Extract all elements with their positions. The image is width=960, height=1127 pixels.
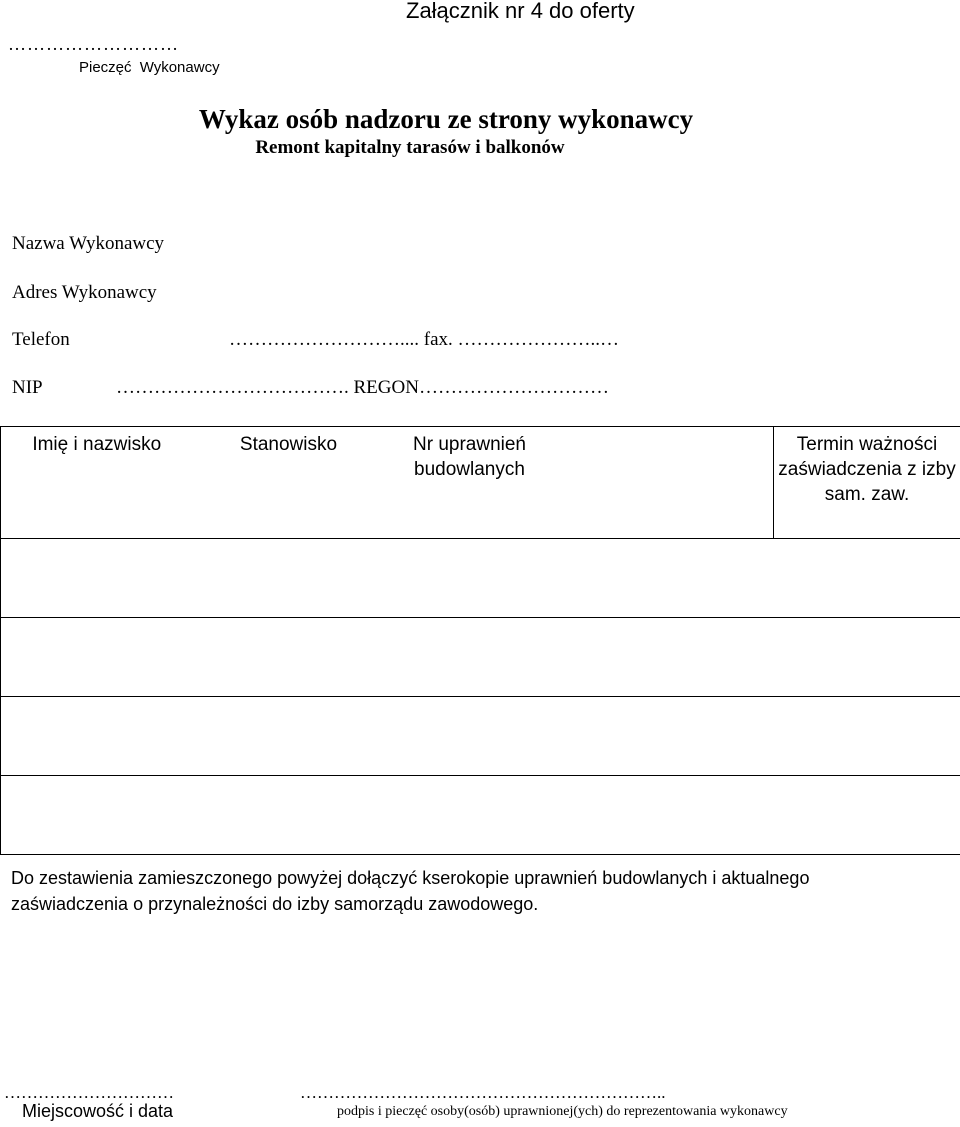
header-license-number-text: Nr uprawnień budowlanych: [413, 434, 526, 480]
table-cell[interactable]: [1, 776, 960, 855]
header-position: Stanowisko: [193, 427, 385, 539]
document-subtitle: Remont kapitalny tarasów i balkonów: [255, 137, 565, 158]
staff-table: [0, 426, 960, 855]
header-name: Imię i nazwisko: [1, 427, 193, 539]
contractor-phone-label: Telefon: [12, 329, 70, 350]
header-license-number: [385, 427, 774, 539]
stamp-placeholder-dots: ………………………: [8, 34, 179, 54]
attachment-note: Do zestawienia zamieszczonego powyżej dołączyć kserokopie uprawnień budowlanych i aktualnego zaświadczenia o przynależności do izby samorządu zawodowego.: [11, 868, 810, 914]
table-row: [1, 776, 960, 855]
stamp-label: Pieczęć Wykonawcy: [79, 59, 220, 76]
table-cell[interactable]: [1, 618, 960, 697]
annex-label: Załącznik nr 4 do oferty: [406, 0, 635, 23]
document-title: Wykaz osób nadzoru ze strony wykonawcy: [198, 104, 694, 134]
table-row: [1, 618, 960, 697]
table-cell[interactable]: [1, 697, 960, 776]
phone-fax-line: ……………………….... fax. …………………..…: [229, 329, 620, 350]
header-certificate-validity: Termin ważności zaświadczenia z izby sam. zaw.: [774, 427, 960, 539]
contractor-nip-label: NIP: [12, 377, 43, 398]
table-header-row: [1, 427, 960, 539]
place-date-dots: …………………………: [4, 1083, 174, 1102]
contractor-address-label: Adres Wykonawcy: [12, 282, 157, 303]
nip-regon-line: ………………………………. REGON…………………………: [116, 377, 609, 398]
table-row: [1, 539, 960, 618]
table-cell[interactable]: [1, 539, 960, 618]
place-date-label: Miejscowość i data: [22, 1101, 174, 1121]
table-row: [1, 697, 960, 776]
signature-dots: ………………………………………………………..: [300, 1083, 666, 1102]
contractor-name-label: Nazwa Wykonawcy: [12, 233, 165, 254]
signature-label: podpis i pieczęć osoby(osób) uprawnionej(ych) do reprezentowania wykonawcy: [337, 1104, 788, 1119]
